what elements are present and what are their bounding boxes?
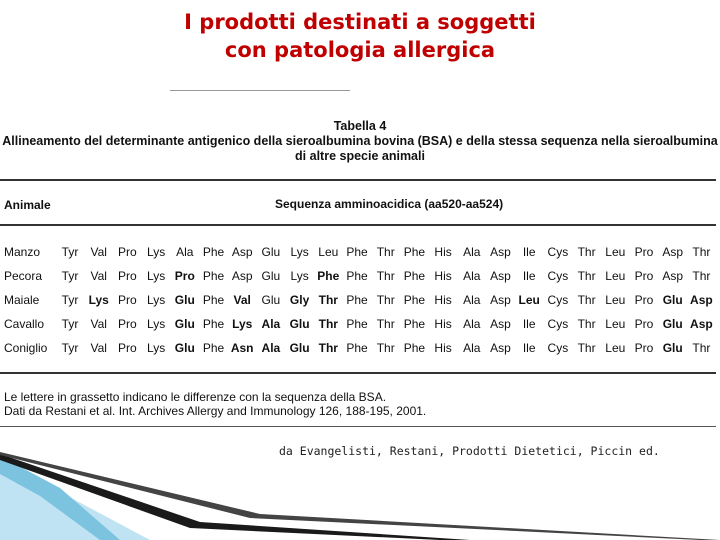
row-label-maiale: Maiale — [4, 293, 40, 307]
residue-cell: Thr — [692, 245, 711, 259]
residue-cell: Thr — [577, 341, 596, 355]
residue-cell: Glu — [261, 293, 281, 307]
row-label-coniglio: Coniglio — [4, 341, 48, 355]
residue-cell: Phe — [403, 317, 426, 331]
residue-cell: Asp — [231, 245, 253, 259]
residue-cell: Ala — [261, 317, 281, 331]
residue-cell: Phe — [346, 293, 368, 307]
note-data-source: Dati da Restani et al. Int. Archives Allergy and Immunology 126, 188-195, 2001. — [4, 404, 427, 418]
residue-cell: Tyr — [61, 341, 79, 355]
decorative-swoosh — [0, 430, 720, 540]
residue-cell: Asp — [690, 317, 713, 331]
residue-cell: Asp — [490, 293, 511, 307]
residue-cell: Phe — [202, 317, 225, 331]
residue-cell: Asp — [662, 245, 684, 259]
residue-cell: Glu — [174, 341, 195, 355]
residue-cell: Glu — [289, 317, 310, 331]
residue-cell: Leu — [605, 293, 626, 307]
residue-cell: Pro — [634, 341, 654, 355]
residue-cell: Thr — [692, 341, 711, 355]
residue-cell: Phe — [202, 269, 225, 283]
header-sequence: Sequenza amminoacidica (aa520-aa524) — [275, 197, 504, 211]
residue-cell: Lys — [290, 269, 309, 283]
residue-cell: Pro — [634, 317, 654, 331]
residue-cell: Pro — [634, 245, 654, 259]
residue-cell: Ala — [463, 341, 481, 355]
residue-cell: Glu — [662, 317, 683, 331]
residue-cell: Thr — [577, 293, 596, 307]
residue-cell: Thr — [376, 245, 395, 259]
row-label-cavallo: Cavallo — [4, 317, 45, 331]
residue-cell: Phe — [346, 341, 368, 355]
residue-cell: His — [434, 245, 452, 259]
residue-cell: Phe — [317, 269, 340, 283]
residue-cell: Phe — [346, 317, 368, 331]
residue-cell: Lys — [146, 269, 166, 283]
residue-cell: Pro — [634, 269, 654, 283]
residue-cell: Val — [90, 341, 107, 355]
residue-cell: Ile — [522, 317, 536, 331]
residue-cell: Thr — [318, 341, 338, 355]
slide-title-line1: I prodotti destinati a soggetti — [184, 10, 536, 34]
residue-cell: Val — [90, 317, 107, 331]
residue-cell: Pro — [118, 317, 137, 331]
residue-cell: Glu — [174, 293, 195, 307]
residue-cell: Cys — [547, 269, 569, 283]
source-citation: da Evangelisti, Restani, Prodotti Dietetici, Piccin ed. — [279, 444, 660, 458]
residue-cell: Ala — [463, 317, 481, 331]
residue-cell: Thr — [577, 269, 596, 283]
residue-cell: Lys — [146, 341, 166, 355]
rule-top — [0, 179, 716, 181]
residue-cell: His — [434, 269, 452, 283]
residue-cell: Thr — [577, 317, 596, 331]
residue-cell: Ala — [176, 245, 194, 259]
residue-cell: Val — [90, 269, 107, 283]
table-label: Tabella 4 — [333, 119, 387, 133]
residue-cell: Asp — [490, 245, 511, 259]
residue-cell: Ile — [522, 269, 536, 283]
note-bold-meaning: Le lettere in grassetto indicano le differenze con la sequenza della BSA. — [4, 390, 387, 404]
residue-cell: His — [434, 341, 452, 355]
residue-cell: Asp — [490, 269, 511, 283]
residue-cell: Glu — [261, 269, 281, 283]
residue-cell: Glu — [289, 341, 310, 355]
scan-artifact-line — [170, 90, 350, 91]
residue-cell: Ala — [463, 245, 481, 259]
residue-cell: Thr — [376, 341, 395, 355]
residue-cell: Pro — [174, 269, 195, 283]
residue-cell: Phe — [346, 245, 368, 259]
residue-cell: Tyr — [61, 245, 79, 259]
residue-cell: Asp — [662, 269, 684, 283]
residue-cell: Ala — [463, 269, 481, 283]
residue-cell: Leu — [605, 317, 626, 331]
row-label-pecora: Pecora — [4, 269, 43, 283]
residue-cell: Glu — [662, 341, 683, 355]
residue-cell: Phe — [202, 245, 225, 259]
residue-cell: Val — [90, 245, 107, 259]
residue-cell: Ala — [261, 341, 281, 355]
residue-cell: Asp — [690, 293, 713, 307]
residue-cell: Pro — [118, 269, 137, 283]
residue-cell: Lys — [232, 317, 253, 331]
residue-cell: Leu — [605, 269, 626, 283]
rule-end — [0, 426, 716, 427]
residue-cell: Phe — [202, 293, 225, 307]
residue-cell: Ile — [522, 245, 536, 259]
residue-cell: Asp — [231, 269, 253, 283]
residue-cell: Cys — [547, 245, 569, 259]
residue-cell: Gly — [289, 293, 310, 307]
residue-cell: Thr — [692, 269, 711, 283]
residue-cell: Lys — [146, 317, 166, 331]
residue-cell: Pro — [634, 293, 654, 307]
residue-cell: Thr — [376, 269, 395, 283]
residue-cell: Cys — [547, 317, 569, 331]
residue-cell: Asn — [230, 341, 254, 355]
header-animal: Animale — [4, 198, 51, 212]
residue-cell: Tyr — [61, 317, 79, 331]
residue-cell: Phe — [202, 341, 225, 355]
row-label-manzo: Manzo — [4, 245, 41, 259]
residue-cell: Glu — [174, 317, 195, 331]
residue-cell: Thr — [376, 317, 395, 331]
residue-cell: Phe — [403, 293, 426, 307]
residue-cell: Lys — [146, 293, 166, 307]
residue-cell: Cys — [547, 341, 569, 355]
table-caption-line1: Allineamento del determinante antigenico della sieroalbumina bovina (BSA) e della stessa sequenza nella sieroalbumina — [2, 134, 718, 148]
residue-cell: Lys — [88, 293, 109, 307]
residue-cell: Phe — [403, 341, 426, 355]
residue-cell: Asp — [490, 341, 511, 355]
residue-cell: Val — [233, 293, 251, 307]
residue-cell: Lys — [146, 245, 166, 259]
residue-cell: Cys — [547, 293, 569, 307]
residue-cell: His — [434, 293, 452, 307]
residue-cell: Pro — [118, 245, 137, 259]
rule-header — [0, 224, 716, 226]
residue-cell: Leu — [605, 341, 626, 355]
residue-cell: Pro — [118, 341, 137, 355]
rule-bottom — [0, 372, 716, 374]
residue-cell: Phe — [403, 269, 426, 283]
residue-cell: Thr — [318, 293, 338, 307]
table-caption-line2: di altre specie animali — [295, 149, 425, 163]
residue-cell: Thr — [577, 245, 596, 259]
residue-cell: Asp — [490, 317, 511, 331]
residue-cell: Lys — [290, 245, 309, 259]
slide-title — [0, 8, 720, 64]
residue-cell: Ile — [522, 341, 536, 355]
residue-cell: Thr — [318, 317, 338, 331]
residue-cell: Thr — [376, 293, 395, 307]
residue-cell: Leu — [605, 245, 626, 259]
residue-cell: Tyr — [61, 269, 79, 283]
residue-cell: His — [434, 317, 452, 331]
residue-cell: Glu — [261, 245, 281, 259]
residue-cell: Tyr — [61, 293, 79, 307]
slide-title-line2: con patologia allergica — [224, 38, 496, 62]
residue-cell: Leu — [518, 293, 540, 307]
residue-cell: Leu — [318, 245, 339, 259]
residue-cell: Phe — [403, 245, 426, 259]
residue-cell: Glu — [662, 293, 683, 307]
residue-cell: Pro — [118, 293, 137, 307]
residue-cell: Ala — [463, 293, 481, 307]
residue-cell: Phe — [346, 269, 368, 283]
